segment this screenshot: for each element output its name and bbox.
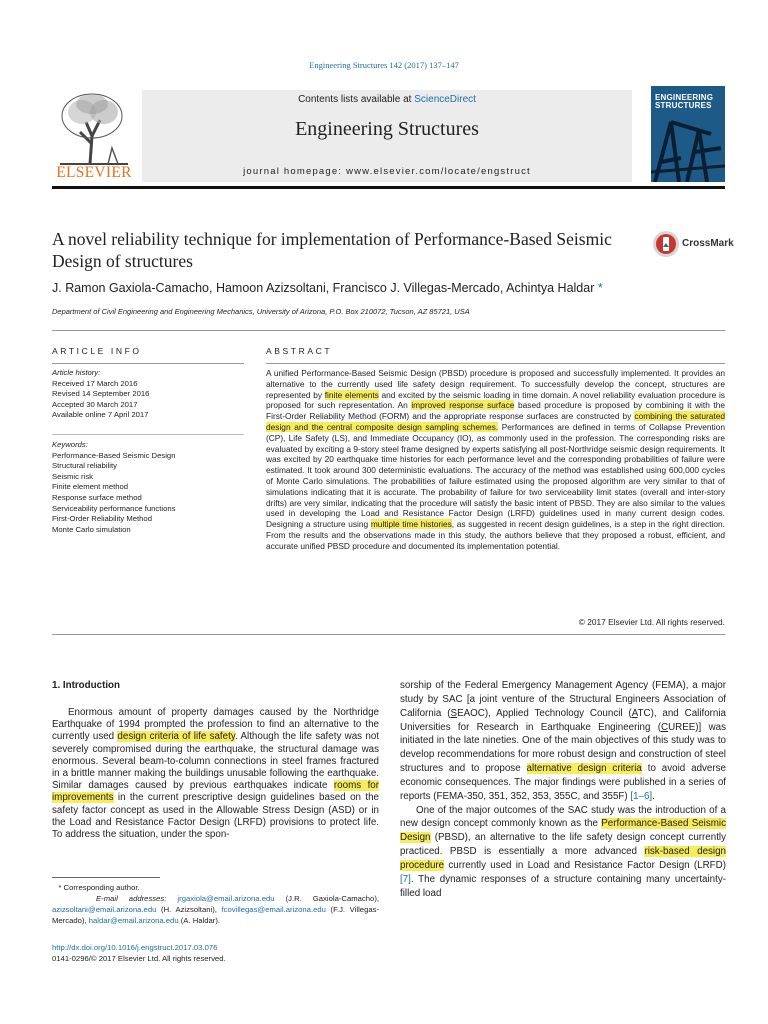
citation-link-7[interactable]: [7]	[400, 873, 411, 885]
article-info-heading: ARTICLE INFO	[52, 346, 142, 356]
highlight-finite-elements: finite elements	[324, 389, 379, 400]
article-title: A novel reliability technique for implementation of Performance-Based Seismic Design of structures	[52, 229, 612, 271]
abstract-rule	[266, 363, 725, 364]
journal-title: Engineering Structures	[295, 118, 479, 140]
keyword-item: Response surface method	[52, 492, 142, 502]
footnotes	[52, 882, 379, 926]
body-text: EAOC), Applied Technology Council (	[457, 707, 632, 719]
article-history	[52, 368, 247, 421]
authors-text: J. Ramon Gaxiola-Camacho, Hamoon Azizsoltani, Francisco J. Villegas-Mercado, Achintya Haldar	[52, 281, 595, 295]
abbr-underline-c: C	[661, 721, 669, 733]
contents-prefix: Contents lists available at	[298, 94, 415, 105]
contents-line	[142, 94, 632, 105]
body-text: . Although the life safety was not severely compromised during the earthquake, the structural damage was enormous. Several beam-to-column connections in steel frames fractured in a brittle manner making the buildings unusable following the earthquake. Similar damages caused by previous earthquakes indicate	[52, 731, 379, 792]
body-text: . The dynamic responses of a structure containing many uncertainty-filled load	[400, 873, 726, 899]
abstract-end-rule	[52, 634, 725, 635]
highlight-improved-response-surface: improved response surface	[411, 400, 515, 411]
abbr-underline-s: S	[450, 707, 458, 719]
section-heading-introduction: 1. Introduction	[52, 680, 121, 691]
citation-link-1-6[interactable]: [1–6]	[630, 790, 653, 802]
keyword-item: First-Order Reliability Method	[52, 514, 152, 524]
body-text: sorship of the Federal Emergency Management Agency (FEMA), a major study by SAC [a joint venture of the Structural Engineers Association of California (	[400, 680, 726, 719]
cover-structure-icon	[651, 112, 725, 182]
highlight-multiple-time-histories: multiple time histories	[370, 519, 452, 530]
highlight-rooms-for-improvements: rooms for improvements	[52, 780, 380, 804]
masthead-rule	[52, 186, 725, 189]
body-text: currently used in Load and Resistance Factor Design (LRFD)	[444, 859, 726, 871]
issn-line: 0141-0296/© 2017 Elsevier Ltd. All rights reserved.	[52, 954, 226, 963]
cover-title	[655, 94, 721, 110]
title-rule	[52, 330, 725, 331]
sciencedirect-link[interactable]: ScienceDirect	[414, 94, 476, 105]
highlight-design-criteria: design criteria of life safety	[117, 731, 235, 743]
corresponding-footnote: * Corresponding author.	[52, 883, 140, 892]
body-text: in the current prescriptive design guidelines based on the safety factor concept as used in the Allowable Stress Design (ASD) or in the Load and Resistance Factor Design (LRFD) provisions to protect life. To address the situation, under the spon-	[52, 792, 379, 841]
body-text: Enormous amount of property damages caused by the Northridge Earthquake of 1994 prompted the profession to find an alternative to the currently used	[52, 707, 379, 743]
journal-cover[interactable]	[651, 86, 725, 182]
keywords-label: Keywords:	[52, 440, 88, 449]
doi-link[interactable]: http://dx.doi.org/10.1016/j.engstruct.2017.03.076	[52, 943, 218, 952]
highlight-pbsd: Performance-Based Seismic Design	[400, 818, 726, 844]
keyword-item: Performance-Based Seismic Design	[52, 450, 176, 460]
email-link[interactable]: haldar@email.arizona.edu	[88, 916, 179, 926]
keywords-rule	[52, 434, 244, 435]
body-column-right	[400, 679, 726, 901]
intro-paragraph-1-cont	[400, 679, 726, 804]
history-received: Received 17 March 2016	[52, 378, 138, 388]
body-text: (PBSD), an alternative to the life safety design concept currently practiced. PBSD is essentially a more advanced	[400, 832, 726, 858]
email-owner: (A. Haldar).	[180, 916, 221, 926]
doi-block	[52, 942, 379, 964]
cover-title-line1: ENGINEERING	[655, 93, 714, 102]
abbr-underline-a: A	[631, 707, 638, 719]
author-list	[52, 281, 732, 295]
history-revised: Revised 14 September 2016	[52, 389, 150, 398]
keyword-list	[52, 440, 247, 535]
article-info-rule	[52, 363, 244, 364]
keyword-item: Monte Carlo simulation	[52, 524, 131, 534]
intro-paragraph-2	[400, 804, 726, 901]
email-link[interactable]: fcovillegas@email.arizona.edu	[221, 905, 326, 915]
email-label: E-mail addresses:	[96, 894, 167, 904]
crossmark-icon[interactable]	[652, 230, 680, 258]
email-owner: (F.J. Villegas-Mercado),	[52, 905, 380, 926]
history-accepted: Accepted 30 March 2017	[52, 399, 138, 409]
history-online: Available online 7 April 2017	[52, 410, 149, 419]
highlight-alternative-design-criteria: alternative design criteria	[526, 763, 642, 775]
corresponding-label: Corresponding author.	[63, 883, 140, 892]
body-text: to avoid adverse economic consequences. The major findings were published in a series of reports (FEMA-350, 351, 352, 353, 355C, and 355F)	[400, 763, 726, 802]
homepage-prefix: journal homepage:	[243, 166, 347, 177]
elsevier-wordmark: ELSEVIER	[56, 164, 132, 181]
email-link[interactable]: jrgaxiola@email.arizona.edu	[177, 894, 275, 904]
abstract-text: based procedure is proposed by combining it with the First-Order Reliability Method (FORM) and the appropriate response surfaces are constructed by	[266, 400, 725, 422]
abstract-text: and excited by the seismic loading in time domain. A novel reliability evaluation procedure is proposed for such representation. An	[266, 389, 725, 411]
keyword-item: Serviceability performance functions	[52, 503, 176, 513]
keyword-item: Finite element method	[52, 482, 129, 492]
journal-homepage	[142, 166, 632, 177]
abstract-heading: ABSTRACT	[266, 346, 333, 356]
abstract-text: Performances are defined in terms of Collapse Prevention (CP), Life Safety (LS), and Immediate Occupancy (IO), as commonly used in the profession. The corresponding risks are evaluated by exciting a 9-story steel frame designed by experts satisfying all post-Northridge seismic design requirements. It was excited by 20 earthquake time histories for each performance level and the corresponding probabilities of failure were estimated. It took around 300 deterministic evaluations. The accuracy of the method was established using 600,000 cycles of Monte Carlo simulations. The probabilities of failure estimated using the proposed algorithm are very similar to that of simulations indicating that it is accurate. The probability of failure for two serviceability limit states (overall and inter-story drifts) are very similar, indicating that the procedure will satisfy the basic intent of PBSD. They are also similar to the values used in developing the Load and Resistance Factor Design (LRFD) guidelines used in many current design codes. Designing a structure using	[266, 421, 725, 530]
keyword-item: Seismic risk	[52, 471, 94, 481]
abstract-copyright: © 2017 Elsevier Ltd. All rights reserved.	[578, 617, 725, 627]
body-text: .	[652, 790, 655, 802]
affiliation: Department of Civil Engineering and Engineering Mechanics, University of Arizona, P.O. Box 210072, Tucson, AZ 85721, USA	[52, 307, 470, 316]
email-owner: (H. Azizsoltani),	[161, 905, 217, 915]
footnote-rule	[52, 877, 160, 878]
history-label: Article history:	[52, 368, 101, 377]
journal-citation[interactable]: Engineering Structures 142 (2017) 137–147	[309, 60, 459, 70]
email-owner: (J.R. Gaxiola-Camacho),	[285, 894, 380, 904]
corresponding-author-mark[interactable]: *	[597, 281, 603, 295]
body-text: One of the major outcomes of the SAC study was the introduction of a new design concept commonly known as the	[400, 804, 726, 830]
intro-paragraph-1	[52, 707, 379, 841]
body-text: UREE)] was initiated in the late nineties. One of the main objectives of this study was to develop recommendations for more robust design and construction of steel structures and to propose	[400, 721, 726, 775]
abstract-body	[266, 368, 725, 552]
cover-title-line2: STRUCTURES	[655, 101, 712, 110]
highlight-risk-based: risk-based design procedure	[400, 846, 726, 871]
email-link[interactable]: azizsoltani@email.arizona.edu	[52, 905, 157, 915]
crossmark-label[interactable]: CrossMark	[682, 238, 734, 249]
abstract-text: A unified Performance-Based Seismic Design (PBSD) procedure is proposed and successfully implemented. It provides an alternative to the currently used life safety design requirement. To successfully develop the concept, structures are represented by	[266, 368, 725, 400]
homepage-link[interactable]: www.elsevier.com/locate/engstruct	[346, 166, 531, 177]
body-column-left	[52, 707, 379, 841]
body-text: TC), and California Universities for Research in Earthquake Engineering (	[400, 707, 726, 733]
abstract-text: , as suggested in recent design guidelines, is a step in the right direction. From the results and the observations made in this study, the authors believe that they proposed a robust, efficient, and accurate unified PBSD procedure and documented its implementation potential.	[266, 519, 725, 551]
highlight-sampling-schemes: combining the saturated design and the central composite design sampling schemes.	[266, 411, 725, 432]
email-footnote	[52, 893, 379, 926]
keyword-item: Structural reliability	[52, 461, 117, 471]
